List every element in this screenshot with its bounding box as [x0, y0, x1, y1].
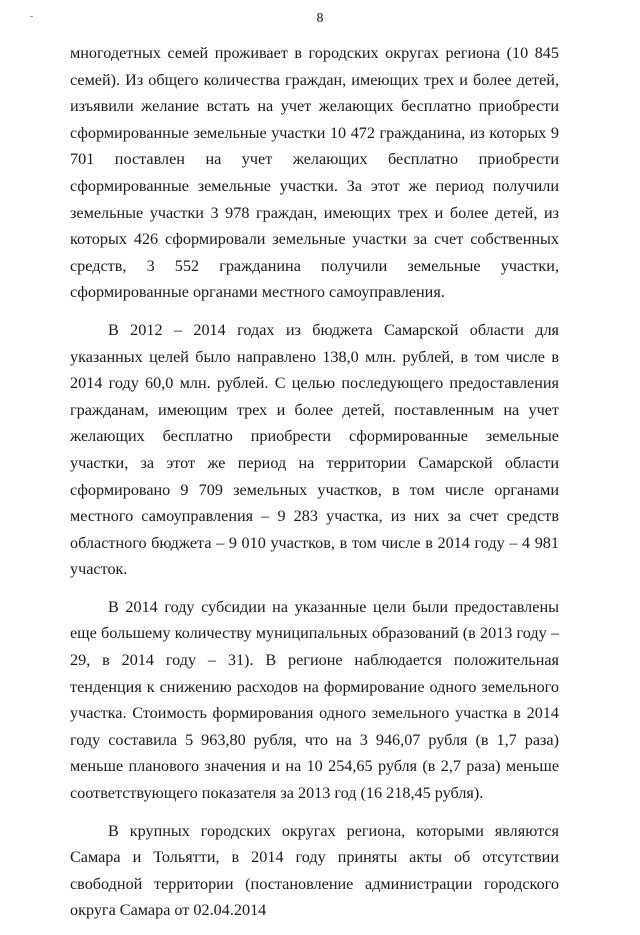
- paragraph-budget: В 2012 – 2014 годах из бюджета Самарской области для указанных целей было направлено 138,0 млн. рублей, в том числе в 2014 году 60,0 млн. рублей. С целью последующего предоставления гражданам, имеющим трех и более детей, поставленным на учет желающих бесплатно приобрести сформированные земельные участки, за этот же период на территории Самарской области сформировано 9 709 земельных участков, в том числе органами местного самоуправления – 9 283 участка, из них за счет средств областного бюджета – 9 010 участков, в том числе в 2014 году – 4 981 участок.: [70, 320, 559, 579]
- paragraph-subsidies: В 2014 году субсидии на указанные цели были предоставлены еще большему количеству муниципальных образований (в 2013 году – 29, в 2014 году – 31). В регионе наблюдается положительная тенденция к снижению расходов на формирование одного земельного участка. Стоимость формирования одного земельного участка в 2014 году составила 5 963,80 рубля, что на 3 946,07 рубля (в 1,7 раза) меньше планового значения и на 10 254,65 рубля (в 2,7 раза) меньше соответствующего показателя за 2013 год (16 218,45 рубля).: [70, 597, 559, 803]
- paragraph-continuation: многодетных семей проживает в городских округах региона (10 845 семей). Из общего количества граждан, имеющих трех и более детей, изъявили желание встать на учет желающих бесплатно приобрести сформированные земельные участки 10 472 гражданина, из которых 9 701 поставлен на учет желающих бесплатно приобрести сформированные земельные участки. За этот же период получили земельные участки 3 978 граждан, имеющих трех и более детей, из которых 426 сформировали земельные участки за счет собственных средств, 3 552 гражданина получили земельные участки, сформированные органами местного самоуправления.: [70, 44, 559, 302]
- page-number: 8: [316, 11, 324, 26]
- body-text: [70, 40, 559, 935]
- paragraph-urban-districts: В крупных городских округах региона, которыми являются Самара и Тольятти, в 2014 году приняты акты об отсутствии свободной территории (постановление администрации городского округа Самара от 02.04.2014: [70, 821, 559, 920]
